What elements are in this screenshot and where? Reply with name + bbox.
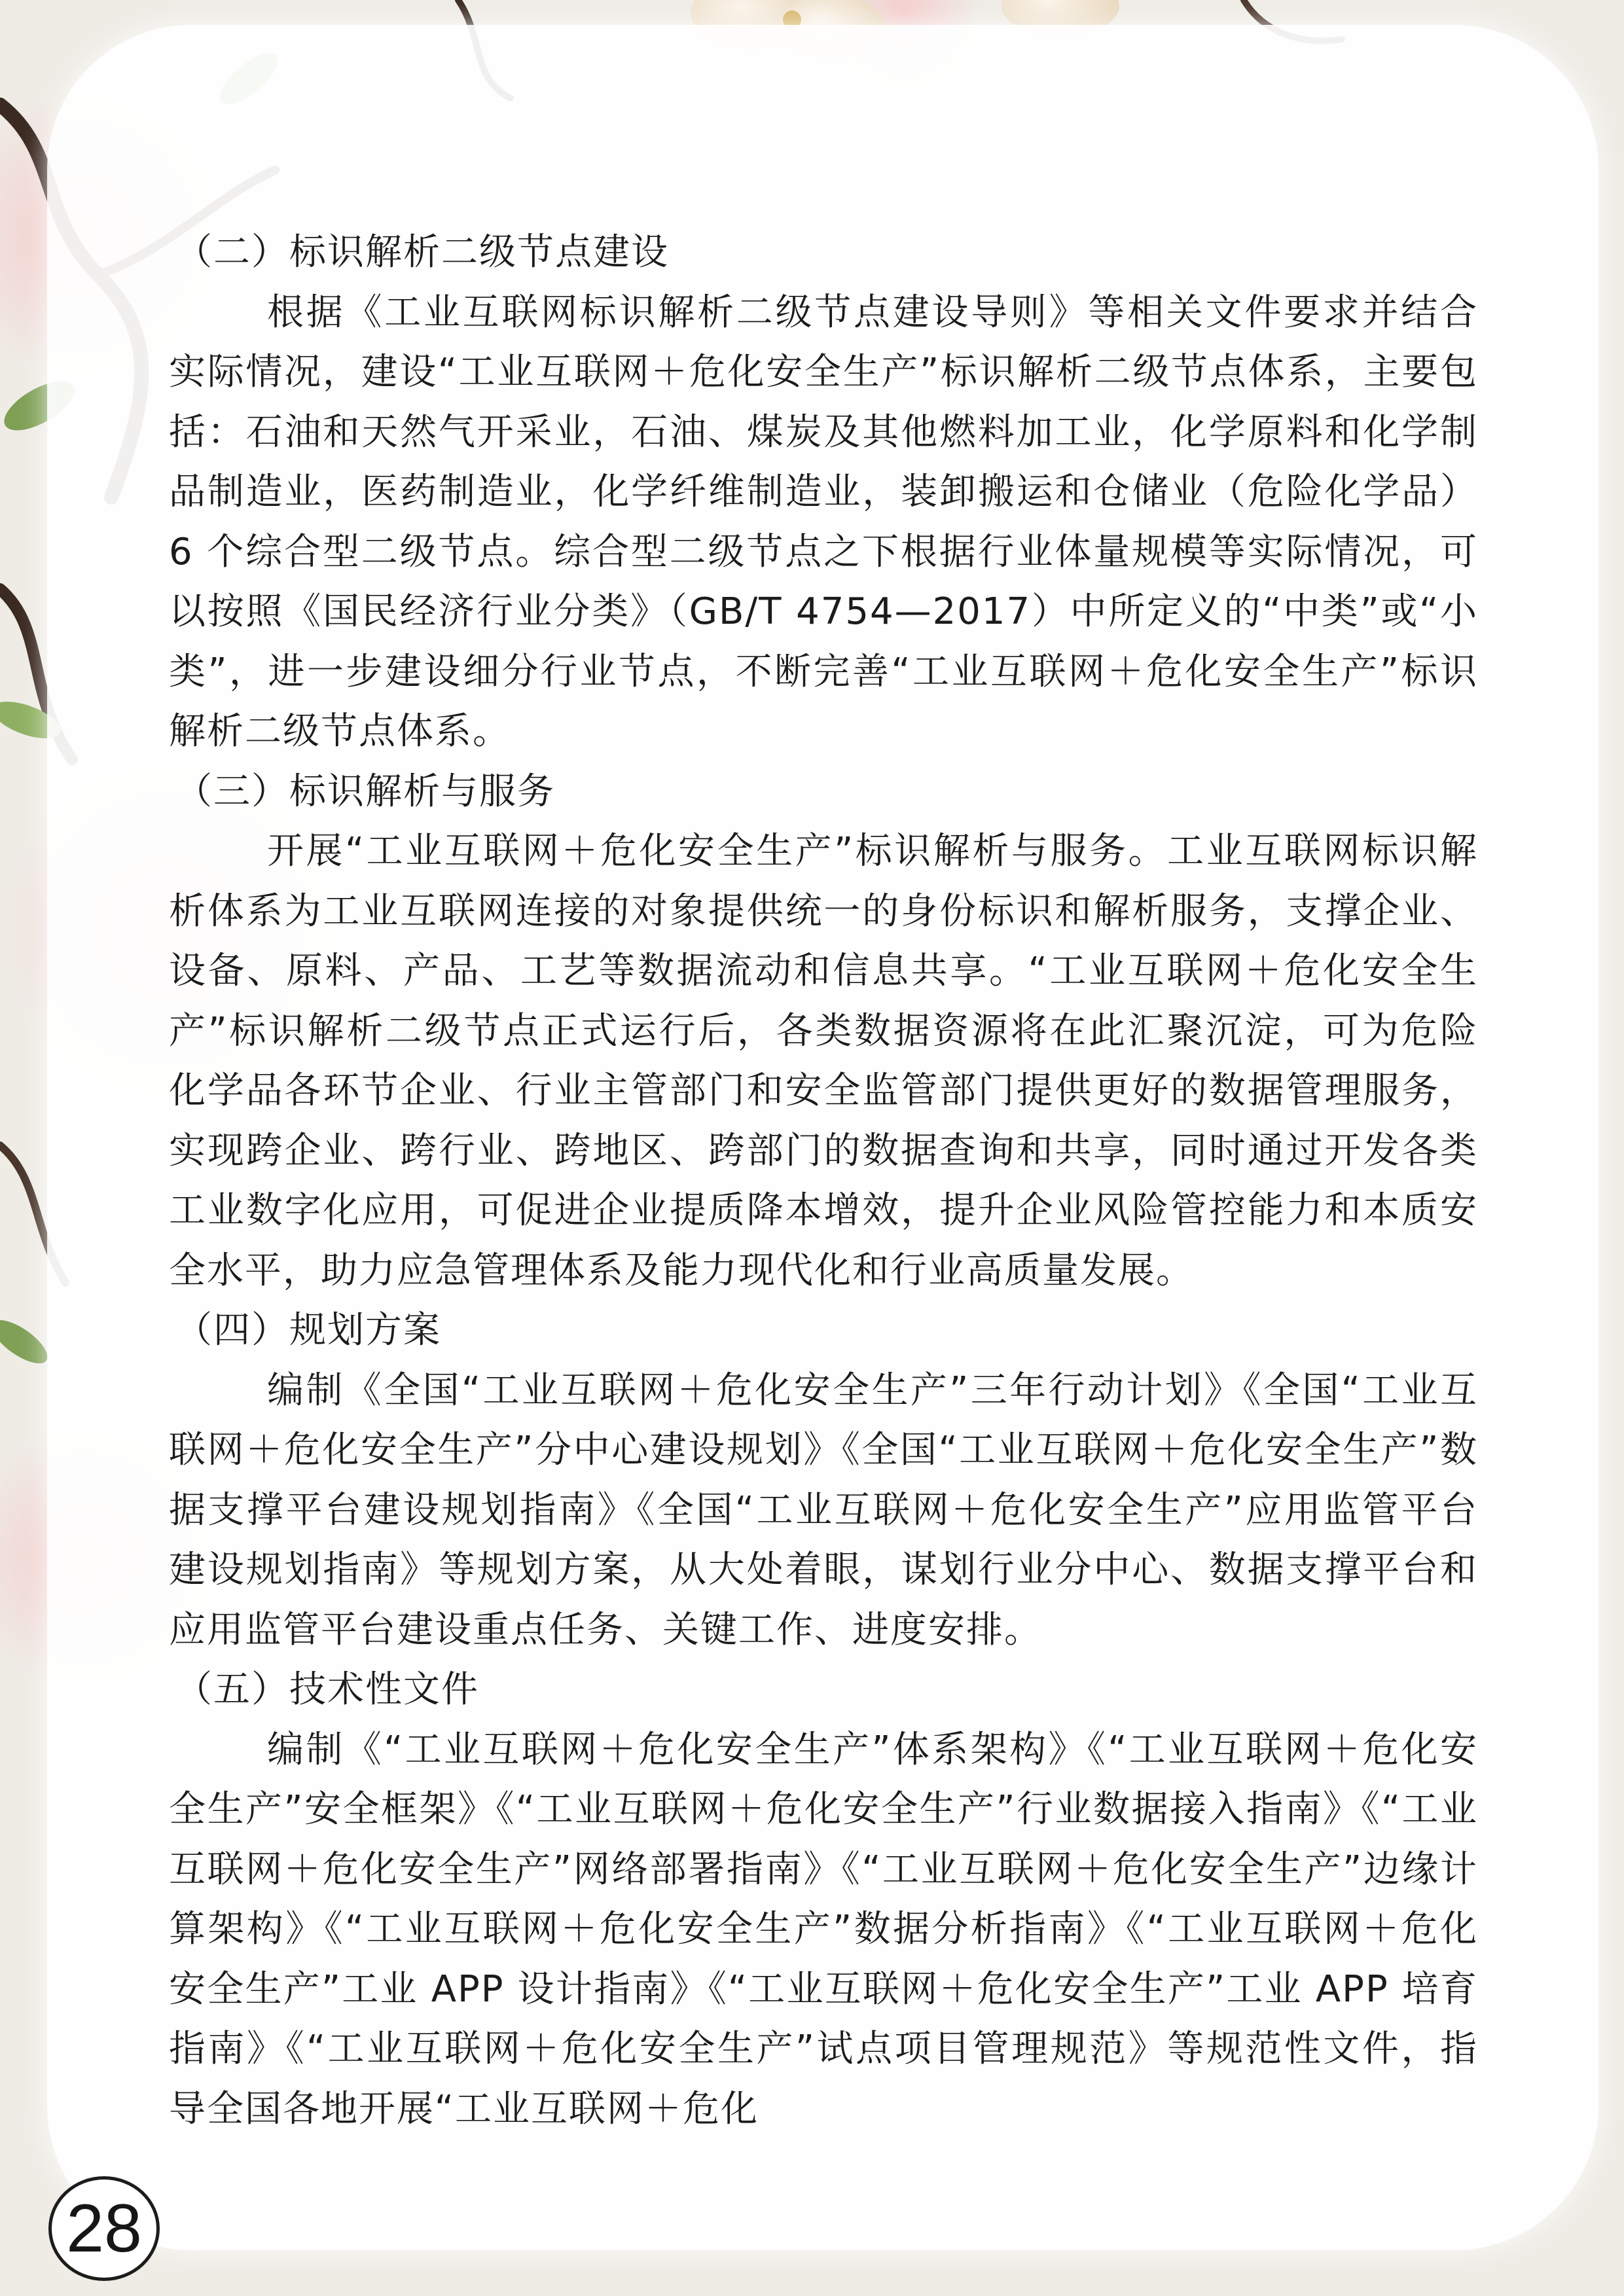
section-paragraph: 开展“工业互联网＋危化安全生产”标识解析与服务。工业互联网标识解析体系为工业互联网连接的对象提供统一的身份标识和解析服务，支撑企业、设备、原料、产品、工艺等数据流动和信息共享。“工业互联网＋危化安全生产”标识解析二级节点正式运行后，各类数据资源将在此汇聚沉淀，可为危险化学品各环节企业、行业主管部门和安全监管部门提供更好的数据管理服务，实现跨企业、跨行业、跨地区、跨部门的数据查询和共享，同时通过开发各类工业数字化应用，可促进企业提质降本增效，提升企业风险管控能力和本质安全水平，助力应急管理体系及能力现代化和行业高质量发展。: [169, 830, 1478, 1292]
section-technical-documents: [169, 1660, 1478, 2139]
section-paragraph: 编制《“工业互联网＋危化安全生产”体系架构》《“工业互联网＋危化安全生产”安全框架》《“工业互联网＋危化安全生产”行业数据接入指南》《“工业互联网＋危化安全生产”网络部署指南》《“工业互联网＋危化安全生产”边缘计算架构》《“工业互联网＋危化安全生产”数据分析指南》《“工业互联网＋危化安全生产”工业 APP 设计指南》《“工业互联网＋危化安全生产”工业 APP 培育指南》《“工业互联网＋危化安全生产”试点项目管理规范》等规范性文件，指导全国各地开展“工业互联网＋危化: [169, 1728, 1478, 2130]
section-resolution-service: [169, 762, 1478, 1301]
section-paragraph: 编制《全国“工业互联网＋危化安全生产”三年行动计划》《全国“工业互联网＋危化安全生产”分中心建设规划》《全国“工业互联网＋危化安全生产”数据支撑平台建设规划指南》《全国“工业互联网＋危化安全生产”应用监管平台建设规划指南》等规划方案，从大处着眼，谋划行业分中心、数据支撑平台和应用监管平台建设重点任务、关键工作、进度安排。: [169, 1369, 1478, 1651]
section-paragraph: 根据《工业互联网标识解析二级节点建设导则》等相关文件要求并结合实际情况，建设“工业互联网＋危化安全生产”标识解析二级节点体系，主要包括：石油和天然气开采业，石油、煤炭及其他燃料加工业，化学原料和化学制品制造业，医药制造业，化学纤维制造业，装卸搬运和仓储业（危险化学品）6 个综合型二级节点。综合型二级节点之下根据行业体量规模等实际情况，可以按照《国民经济行业分类》（GB/T 4754—2017）中所定义的“中类”或“小类”，进一步建设细分行业节点，不断完善“工业互联网＋危化安全生产”标识解析二级节点体系。: [169, 291, 1478, 753]
section-heading: （五）技术性文件: [175, 1668, 479, 1711]
section-heading: （二）标识解析二级节点建设: [175, 231, 669, 274]
section-node-construction: [169, 223, 1478, 762]
document-body: [169, 223, 1478, 2160]
page-number: 28: [48, 2176, 160, 2281]
section-planning: [169, 1300, 1478, 1660]
section-heading: （三）标识解析与服务: [175, 770, 555, 813]
section-heading: （四）规划方案: [175, 1309, 441, 1352]
